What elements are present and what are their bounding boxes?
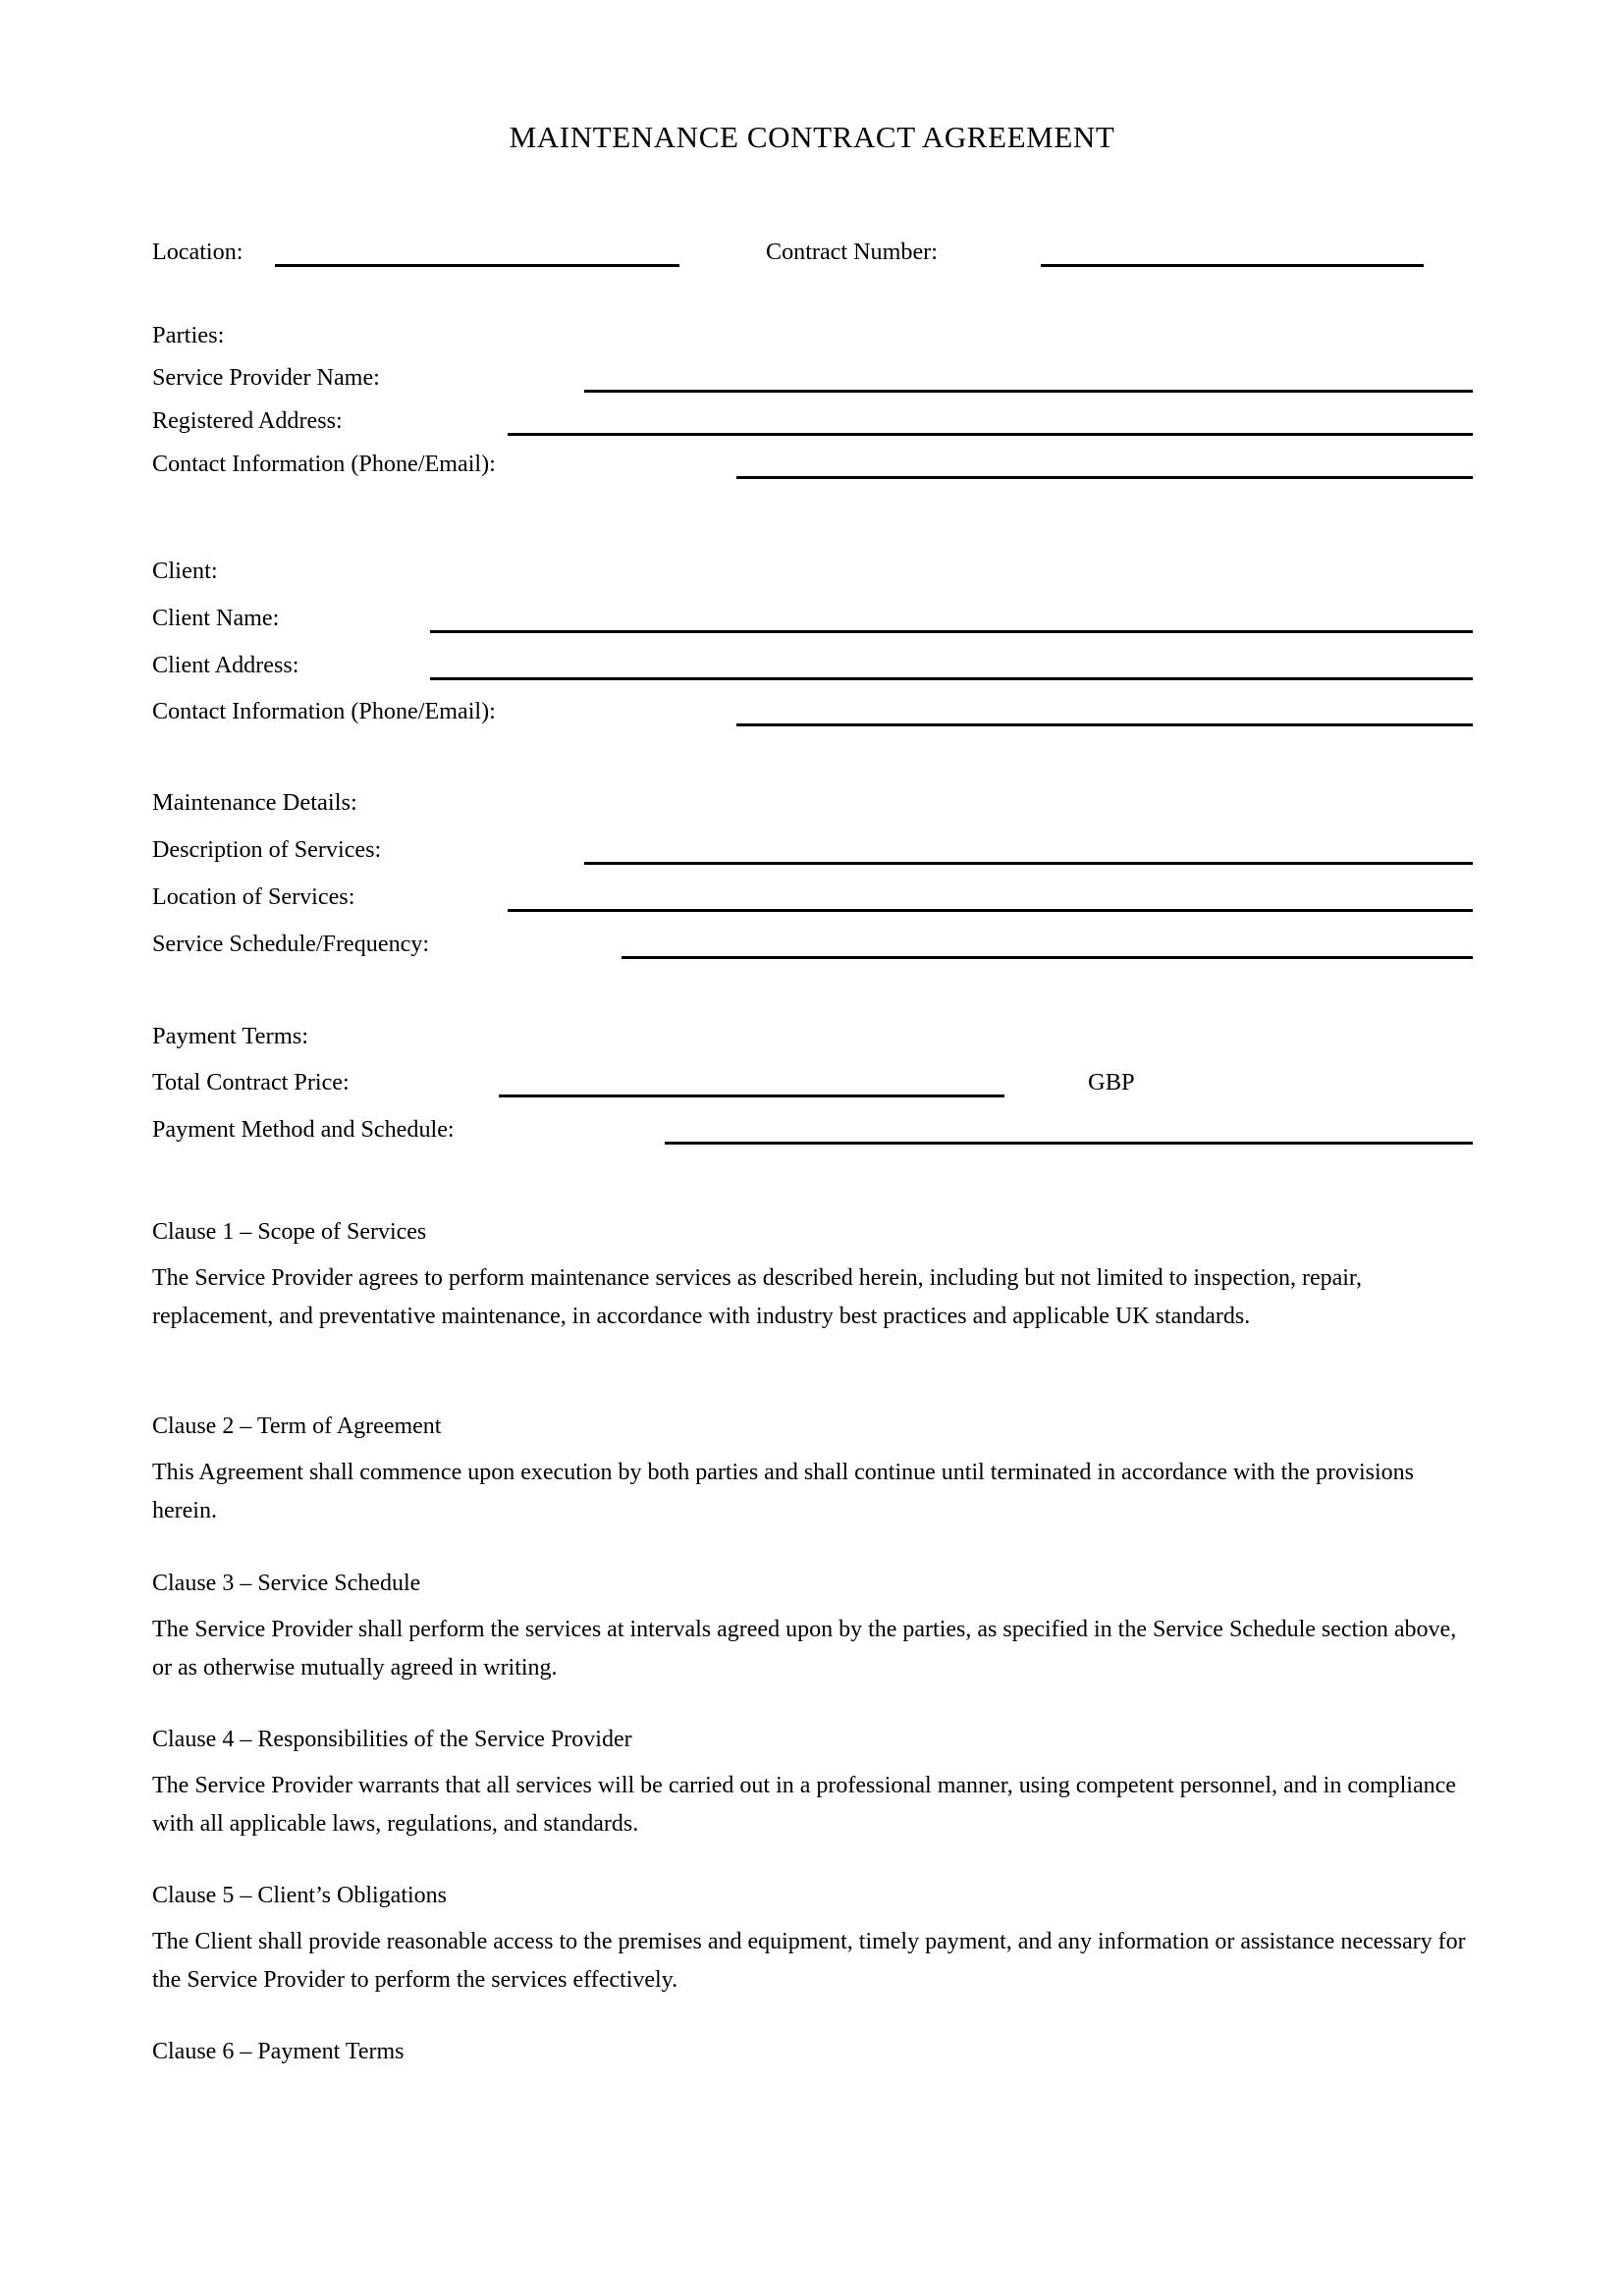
currency-label: GBP bbox=[1088, 1069, 1135, 1095]
location-input-rule[interactable] bbox=[275, 264, 679, 267]
service-schedule-row bbox=[152, 928, 1507, 961]
location-of-services-input-rule[interactable] bbox=[508, 909, 1473, 912]
service-provider-name-label: Service Provider Name: bbox=[152, 364, 380, 391]
clause-5-body: The Client shall provide reasonable access to the premises and equipment, timely payment, and any information or assistance necessary for the Service Provider to perform the services effectively. bbox=[152, 1929, 1466, 1993]
clause-2-heading: Clause 2 – Term of Agreement bbox=[152, 1414, 442, 1439]
client-contact-information-row bbox=[152, 695, 1507, 728]
registered-address-row bbox=[152, 404, 1507, 438]
registered-address-label: Registered Address: bbox=[152, 407, 343, 434]
provider-contact-information-row bbox=[152, 448, 1507, 481]
client-address-input-rule[interactable] bbox=[430, 677, 1473, 680]
client-name-input-rule[interactable] bbox=[430, 630, 1473, 633]
provider-contact-information-input-rule[interactable] bbox=[736, 476, 1473, 479]
payment-method-input-rule[interactable] bbox=[665, 1142, 1473, 1145]
payment-method-label: Payment Method and Schedule: bbox=[152, 1116, 455, 1143]
registered-address-input-rule[interactable] bbox=[508, 433, 1473, 436]
clause-4-body: The Service Provider warrants that all services will be carried out in a professional manner, using competent personnel, and in compliance with all applicable laws, regulations, and standards. bbox=[152, 1773, 1456, 1837]
client-name-row bbox=[152, 602, 1507, 635]
clause-1-body: The Service Provider agrees to perform maintenance services as described herein, including but not limited to inspection, repair, replacement, and preventative maintenance, in accordance with industry best practices and applicable UK standards. bbox=[152, 1265, 1362, 1329]
client-heading: Client: bbox=[152, 558, 218, 584]
service-schedule-label: Service Schedule/Frequency: bbox=[152, 931, 430, 957]
payment-method-row bbox=[152, 1113, 1507, 1147]
client-contact-information-input-rule[interactable] bbox=[736, 723, 1473, 726]
location-label: Location: bbox=[152, 239, 244, 265]
total-contract-price-row bbox=[152, 1066, 1507, 1099]
service-provider-name-input-rule[interactable] bbox=[584, 390, 1473, 393]
payment-terms-heading: Payment Terms: bbox=[152, 1023, 309, 1049]
client-address-label: Client Address: bbox=[152, 652, 299, 678]
client-address-row bbox=[152, 649, 1507, 682]
clause-4-heading: Clause 4 – Responsibilities of the Service Provider bbox=[152, 1727, 632, 1752]
clause-6-heading: Clause 6 – Payment Terms bbox=[152, 2039, 405, 2064]
client-contact-information-label: Contact Information (Phone/Email): bbox=[152, 698, 496, 724]
clause-3-body: The Service Provider shall perform the services at intervals agreed upon by the parties, as specified in the Service Schedule section above, or as otherwise mutually agreed in writing. bbox=[152, 1617, 1457, 1681]
location-of-services-label: Location of Services: bbox=[152, 883, 355, 910]
clause-1-heading: Clause 1 – Scope of Services bbox=[152, 1219, 427, 1245]
description-of-services-row bbox=[152, 833, 1507, 867]
parties-heading: Parties: bbox=[152, 322, 225, 348]
service-provider-name-row bbox=[152, 361, 1507, 395]
contract-number-input-rule[interactable] bbox=[1041, 264, 1424, 267]
location-of-services-row bbox=[152, 881, 1507, 914]
description-of-services-input-rule[interactable] bbox=[584, 862, 1473, 865]
clause-2-body: This Agreement shall commence upon execution by both parties and shall continue until terminated in accordance with the provisions herein. bbox=[152, 1460, 1414, 1523]
total-contract-price-label: Total Contract Price: bbox=[152, 1069, 350, 1095]
provider-contact-information-label: Contact Information (Phone/Email): bbox=[152, 451, 496, 477]
clause-5-heading: Clause 5 – Client’s Obligations bbox=[152, 1883, 447, 1908]
clause-3-heading: Clause 3 – Service Schedule bbox=[152, 1571, 421, 1596]
page-title: MAINTENANCE CONTRACT AGREEMENT bbox=[509, 120, 1115, 154]
total-contract-price-input-rule[interactable] bbox=[499, 1095, 1004, 1097]
maintenance-details-heading: Maintenance Details: bbox=[152, 789, 357, 816]
description-of-services-label: Description of Services: bbox=[152, 836, 382, 863]
location-field-row bbox=[152, 236, 1507, 269]
service-schedule-input-rule[interactable] bbox=[622, 956, 1473, 959]
contract-number-label: Contract Number: bbox=[766, 239, 938, 265]
client-name-label: Client Name: bbox=[152, 605, 280, 631]
